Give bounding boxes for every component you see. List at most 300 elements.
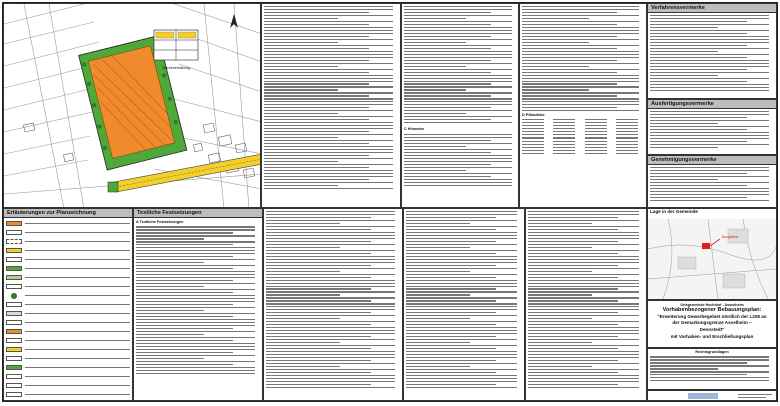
fine-print-line — [650, 66, 769, 67]
plant-list-cell — [553, 147, 575, 148]
fine-print-line — [404, 24, 491, 25]
fine-print-line — [264, 39, 393, 40]
fine-print-line — [406, 384, 496, 385]
fine-print-line — [404, 72, 491, 73]
fine-print-line — [650, 359, 769, 360]
fine-print-line — [404, 86, 512, 87]
fine-print-line — [406, 306, 517, 307]
fine-print-line — [266, 262, 395, 263]
fine-print-line — [266, 318, 340, 319]
plant-list-cell — [585, 144, 607, 145]
fine-print-line — [650, 48, 769, 49]
fine-print-line — [266, 387, 395, 388]
fine-print-line — [264, 128, 393, 129]
legend-row — [6, 255, 130, 264]
legend-row — [6, 390, 130, 399]
fine-print-line — [406, 274, 517, 275]
fine-print-line — [404, 122, 512, 123]
fine-print-line — [266, 369, 395, 370]
fine-print-line — [266, 229, 371, 230]
fine-print-line — [528, 378, 639, 379]
plant-list-cell — [616, 144, 638, 145]
fine-print-line — [136, 322, 255, 323]
fine-print-line — [522, 75, 639, 76]
fine-print-line — [522, 51, 639, 52]
legend-row — [6, 282, 130, 291]
fine-print-line — [522, 6, 639, 7]
legend-row — [6, 318, 130, 327]
fine-print-line — [404, 6, 512, 7]
fine-print-line — [406, 291, 517, 292]
plant-list-cell — [522, 122, 544, 123]
fine-print-line — [406, 297, 517, 298]
fine-print-line — [650, 84, 769, 85]
fine-print-line — [404, 42, 466, 43]
fine-print-line — [136, 343, 255, 344]
plan-title-2: "Erweiterung Gewerbegebiet nördlich der L208 an — [657, 313, 767, 319]
plant-list-cell — [616, 150, 638, 151]
fine-print-line — [650, 377, 769, 378]
fine-print-line — [650, 365, 769, 366]
fine-print-line — [528, 220, 639, 221]
plant-list-cell — [585, 131, 607, 132]
fine-print-line — [522, 107, 617, 108]
fine-print-line — [264, 86, 393, 87]
fine-print-line — [264, 95, 369, 96]
fine-print-line — [136, 259, 255, 260]
fine-print-line — [266, 238, 395, 239]
fine-print-line — [266, 306, 395, 307]
fine-print-line — [266, 283, 395, 284]
fine-print-line — [266, 271, 340, 272]
fine-print-line — [264, 185, 338, 186]
fine-print-line — [522, 18, 589, 19]
fine-print-line — [266, 321, 395, 322]
legend-row — [6, 300, 130, 309]
fine-print-line — [266, 327, 395, 328]
fine-print-line — [406, 360, 496, 361]
fine-print-line — [650, 374, 747, 375]
fine-print-line — [404, 9, 512, 10]
fine-print-line — [404, 63, 512, 64]
fine-print-line — [406, 271, 470, 272]
fine-print-line — [528, 351, 639, 352]
fine-print-line — [264, 36, 369, 37]
fine-print-line — [264, 72, 369, 73]
genehmigung-title: Genehmigungsvermerke — [648, 156, 776, 165]
fine-print-line — [406, 321, 517, 322]
fine-print-line — [528, 348, 618, 349]
fine-print-line — [136, 271, 255, 272]
fine-print-line — [650, 123, 718, 124]
fine-print-line — [528, 318, 592, 319]
fine-print-line — [264, 78, 393, 79]
fine-print-line — [650, 39, 769, 40]
fine-print-line — [406, 345, 517, 346]
plant-list-cell — [522, 134, 544, 135]
fine-print-line — [528, 366, 592, 367]
lage-panel — [647, 208, 777, 300]
fine-print-line — [528, 226, 639, 227]
fine-print-line — [264, 51, 393, 52]
fine-print-line — [136, 286, 204, 287]
fine-print-line — [406, 330, 517, 331]
fine-print-line — [404, 12, 491, 13]
fine-print-line — [264, 161, 338, 162]
fine-print-line — [264, 119, 369, 120]
fine-print-line — [264, 57, 393, 58]
plan-title-1: Vorhabenbezogener Bebauungsplan: — [662, 307, 762, 314]
fine-print-line — [264, 66, 338, 67]
fine-print-line — [528, 259, 639, 260]
fine-print-line — [528, 345, 639, 346]
fine-print-line — [404, 95, 491, 96]
fine-print-line — [264, 134, 393, 135]
fine-print-line — [266, 294, 340, 295]
fine-print-line — [406, 223, 470, 224]
fine-print-line — [406, 372, 496, 373]
fine-print-line — [650, 371, 769, 372]
fine-print-line — [264, 54, 393, 55]
fine-print-line — [264, 9, 393, 10]
fine-print-line — [266, 220, 395, 221]
fine-print-line — [266, 354, 395, 355]
fine-print-line — [406, 339, 517, 340]
fine-print-line — [522, 21, 639, 22]
fine-print-line — [404, 30, 512, 31]
fine-print-line — [266, 241, 371, 242]
plan-title-5: mit Vorhaben- und Erschließungsplan — [670, 333, 754, 339]
fine-print-line — [404, 146, 466, 147]
plant-list-cell — [616, 134, 638, 135]
plant-list-cell — [522, 119, 544, 120]
fine-print-line — [528, 381, 639, 382]
fine-print-line — [266, 366, 340, 367]
fine-print-line — [404, 18, 466, 19]
fine-print-line — [136, 340, 233, 341]
fine-print-line — [266, 280, 395, 281]
legend-row — [6, 219, 130, 228]
fine-print-line — [650, 30, 769, 31]
fine-print-line — [406, 238, 517, 239]
fine-print-line — [404, 36, 491, 37]
place-name: Ortsgemeinde Hochdorf - Assenheim — [680, 303, 744, 307]
fine-print-line — [404, 81, 512, 82]
fine-print-line — [406, 262, 517, 263]
fine-print-line — [406, 312, 496, 313]
fine-print-line — [650, 27, 718, 28]
fine-print-line — [404, 134, 512, 135]
fine-print-line — [264, 24, 369, 25]
fine-print-line — [650, 120, 769, 121]
fine-print-line — [136, 346, 255, 347]
fine-print-line — [264, 170, 393, 171]
fine-print-line — [406, 214, 517, 215]
fine-print-line — [406, 288, 496, 289]
fine-print-line — [264, 101, 393, 102]
fine-print-line — [264, 116, 393, 117]
text-column-4-bottom — [525, 208, 647, 401]
fine-print-line — [406, 366, 470, 367]
fine-print-line — [528, 294, 592, 295]
fine-print-line — [528, 232, 639, 233]
fine-print-line — [266, 277, 371, 278]
fine-print-line — [264, 137, 338, 138]
fine-print-line — [264, 92, 393, 93]
fine-print-line — [650, 90, 769, 91]
fine-print-line — [528, 303, 639, 304]
fine-print-line — [528, 229, 618, 230]
fine-print-line — [650, 141, 747, 142]
text-column-2-bottom — [263, 208, 403, 401]
fine-print-line — [404, 173, 512, 174]
fine-print-line — [136, 238, 204, 239]
fine-print-line — [264, 60, 369, 61]
fine-print-line — [650, 33, 747, 34]
fine-print-line — [650, 72, 769, 73]
fine-print-line — [266, 291, 395, 292]
legend-row — [6, 327, 130, 336]
fine-print-line — [404, 137, 512, 138]
legend-row — [6, 363, 130, 372]
fine-print-line — [522, 57, 639, 58]
plant-list-cell — [553, 128, 575, 129]
plant-list-cell — [616, 137, 638, 138]
fine-print-line — [136, 235, 255, 236]
fine-print-line — [522, 89, 589, 90]
fine-print-line — [136, 325, 255, 326]
fine-print-line — [528, 372, 618, 373]
fine-print-line — [136, 352, 233, 353]
fine-print-line — [264, 107, 369, 108]
fine-print-line — [266, 342, 340, 343]
fine-print-line — [528, 271, 592, 272]
fine-print-line — [266, 378, 395, 379]
fine-print-line — [406, 247, 470, 248]
fine-print-line — [136, 265, 255, 266]
fine-print-line — [136, 307, 255, 308]
fine-print-line — [522, 86, 639, 87]
fine-print-line — [264, 179, 369, 180]
legend-row — [6, 336, 130, 345]
fine-print-line — [264, 188, 393, 189]
fine-print-line — [136, 283, 255, 284]
fine-print-line — [650, 63, 769, 64]
fine-print-line — [266, 286, 395, 287]
fine-print-line — [404, 21, 512, 22]
legend-row — [6, 264, 130, 273]
ausfertigung-panel — [647, 99, 777, 155]
fine-print-line — [264, 48, 369, 49]
fine-print-line — [650, 185, 747, 186]
fine-print-line — [528, 291, 639, 292]
fine-print-line — [264, 176, 393, 177]
text-column-3-top — [519, 3, 647, 208]
fine-print-line — [266, 300, 371, 301]
fine-print-line — [650, 170, 769, 171]
plant-list-cell — [616, 141, 638, 142]
fine-print-line — [266, 360, 371, 361]
fine-print-line — [528, 256, 639, 257]
fine-print-line — [650, 36, 769, 37]
fine-print-line — [528, 360, 618, 361]
fine-print-line — [266, 363, 395, 364]
legend-row — [6, 309, 130, 318]
fine-print-line — [264, 152, 393, 153]
fine-print-line — [522, 39, 639, 40]
fine-print-line — [528, 262, 639, 263]
fine-print-line — [528, 235, 639, 236]
legend-row — [6, 246, 130, 255]
fine-print-line — [136, 268, 233, 269]
fine-print-line — [528, 330, 639, 331]
fine-print-line — [522, 81, 639, 82]
fine-print-line — [266, 297, 395, 298]
fine-print-line — [650, 75, 718, 76]
fine-print-line — [650, 356, 769, 357]
plant-list-cell — [553, 131, 575, 132]
fine-print-line — [650, 197, 747, 198]
fine-print-line — [528, 277, 618, 278]
fine-print-line — [136, 337, 255, 338]
fine-print-line — [404, 155, 512, 156]
fine-print-line — [136, 250, 255, 251]
plant-list-cell — [616, 119, 638, 120]
plant-list-cell — [585, 134, 607, 135]
fine-print-line — [522, 78, 639, 79]
fine-print-line — [406, 354, 517, 355]
fine-print-line — [650, 173, 747, 174]
fine-print-line — [528, 342, 592, 343]
fine-print-line — [650, 129, 747, 130]
fine-print-line — [404, 110, 512, 111]
legend-row — [6, 354, 130, 363]
fine-print-line — [404, 161, 512, 162]
fine-print-line — [528, 309, 639, 310]
legend-row — [6, 381, 130, 390]
fine-print-line — [650, 114, 769, 115]
fine-print-line — [522, 69, 639, 70]
fine-print-line — [136, 316, 233, 317]
fine-print-line — [522, 101, 639, 102]
fine-print-line — [522, 42, 589, 43]
fine-print-line — [528, 384, 618, 385]
fine-print-line — [404, 116, 512, 117]
fine-print-line — [266, 348, 371, 349]
fine-print-line — [528, 241, 618, 242]
fine-print-line — [650, 132, 769, 133]
fine-print-line — [406, 256, 517, 257]
fine-print-line — [264, 143, 369, 144]
fine-print-line — [406, 253, 496, 254]
fine-print-line — [266, 214, 395, 215]
fine-print-line — [522, 98, 639, 99]
fine-print-line — [136, 304, 233, 305]
plant-list-cell — [522, 150, 544, 151]
fine-print-line — [404, 51, 512, 52]
fine-print-line — [406, 250, 517, 251]
fine-print-line — [650, 135, 769, 136]
fine-print-line — [266, 268, 395, 269]
legend-row — [6, 372, 130, 381]
fine-print-line — [136, 241, 255, 242]
fine-print-line — [650, 81, 747, 82]
plant-list-cell — [585, 122, 607, 123]
fine-print-line — [136, 313, 255, 314]
fine-print-line — [264, 125, 393, 126]
fine-print-line — [406, 211, 517, 212]
plan-title-4: Dennstedt" — [699, 326, 725, 332]
fine-print-line — [528, 211, 639, 212]
fine-print-line — [404, 182, 512, 183]
fine-print-line — [522, 104, 639, 105]
fine-print-line — [266, 223, 340, 224]
ausfertigung-title: Ausfertigungsvermerke — [648, 100, 776, 109]
fine-print-line — [522, 60, 617, 61]
fine-print-line — [406, 327, 517, 328]
fine-print-line — [528, 315, 639, 316]
plant-list-cell — [553, 125, 575, 126]
map-area — [3, 3, 261, 208]
fine-print-line — [266, 351, 395, 352]
fine-print-line — [264, 104, 393, 105]
fine-print-line — [136, 277, 255, 278]
fine-print-line — [404, 143, 512, 144]
plant-list-cell — [553, 137, 575, 138]
fine-print-line — [264, 42, 338, 43]
fine-print-line — [406, 303, 517, 304]
fine-print-line — [136, 358, 204, 359]
fine-print-line — [266, 244, 395, 245]
fine-print-line — [650, 24, 769, 25]
fine-print-line — [266, 288, 371, 289]
fine-print-line — [136, 364, 233, 365]
fine-print-line — [266, 247, 340, 248]
fine-print-line — [404, 54, 512, 55]
fine-print-line — [404, 104, 512, 105]
plan-sheet — [2, 2, 778, 402]
plant-list-cell — [553, 144, 575, 145]
fine-print-line — [264, 69, 393, 70]
fine-print-line — [266, 303, 395, 304]
fine-print-line — [404, 89, 466, 90]
fine-print-line — [406, 333, 517, 334]
fine-print-line — [406, 217, 496, 218]
fine-print-line — [136, 370, 255, 371]
fine-print-line — [136, 274, 255, 275]
fine-print-line — [406, 265, 496, 266]
fine-print-line — [266, 250, 395, 251]
fine-print-line — [528, 244, 639, 245]
plant-list-cell — [553, 122, 575, 123]
fine-print-line — [264, 149, 393, 150]
fine-print-line — [528, 312, 618, 313]
fine-print-line — [650, 144, 769, 145]
fine-print-line — [264, 182, 393, 183]
fine-print-line — [528, 214, 639, 215]
fine-print-line — [650, 194, 769, 195]
fine-print-line — [404, 98, 512, 99]
fine-print-line — [266, 274, 395, 275]
fine-print-line — [404, 75, 512, 76]
fine-print-line — [266, 372, 371, 373]
fine-print-line — [404, 170, 466, 171]
fine-print-line — [136, 247, 255, 248]
fine-print-line — [522, 30, 639, 31]
fine-print-line — [264, 33, 393, 34]
legend-row — [6, 291, 130, 300]
fine-print-line — [522, 72, 617, 73]
